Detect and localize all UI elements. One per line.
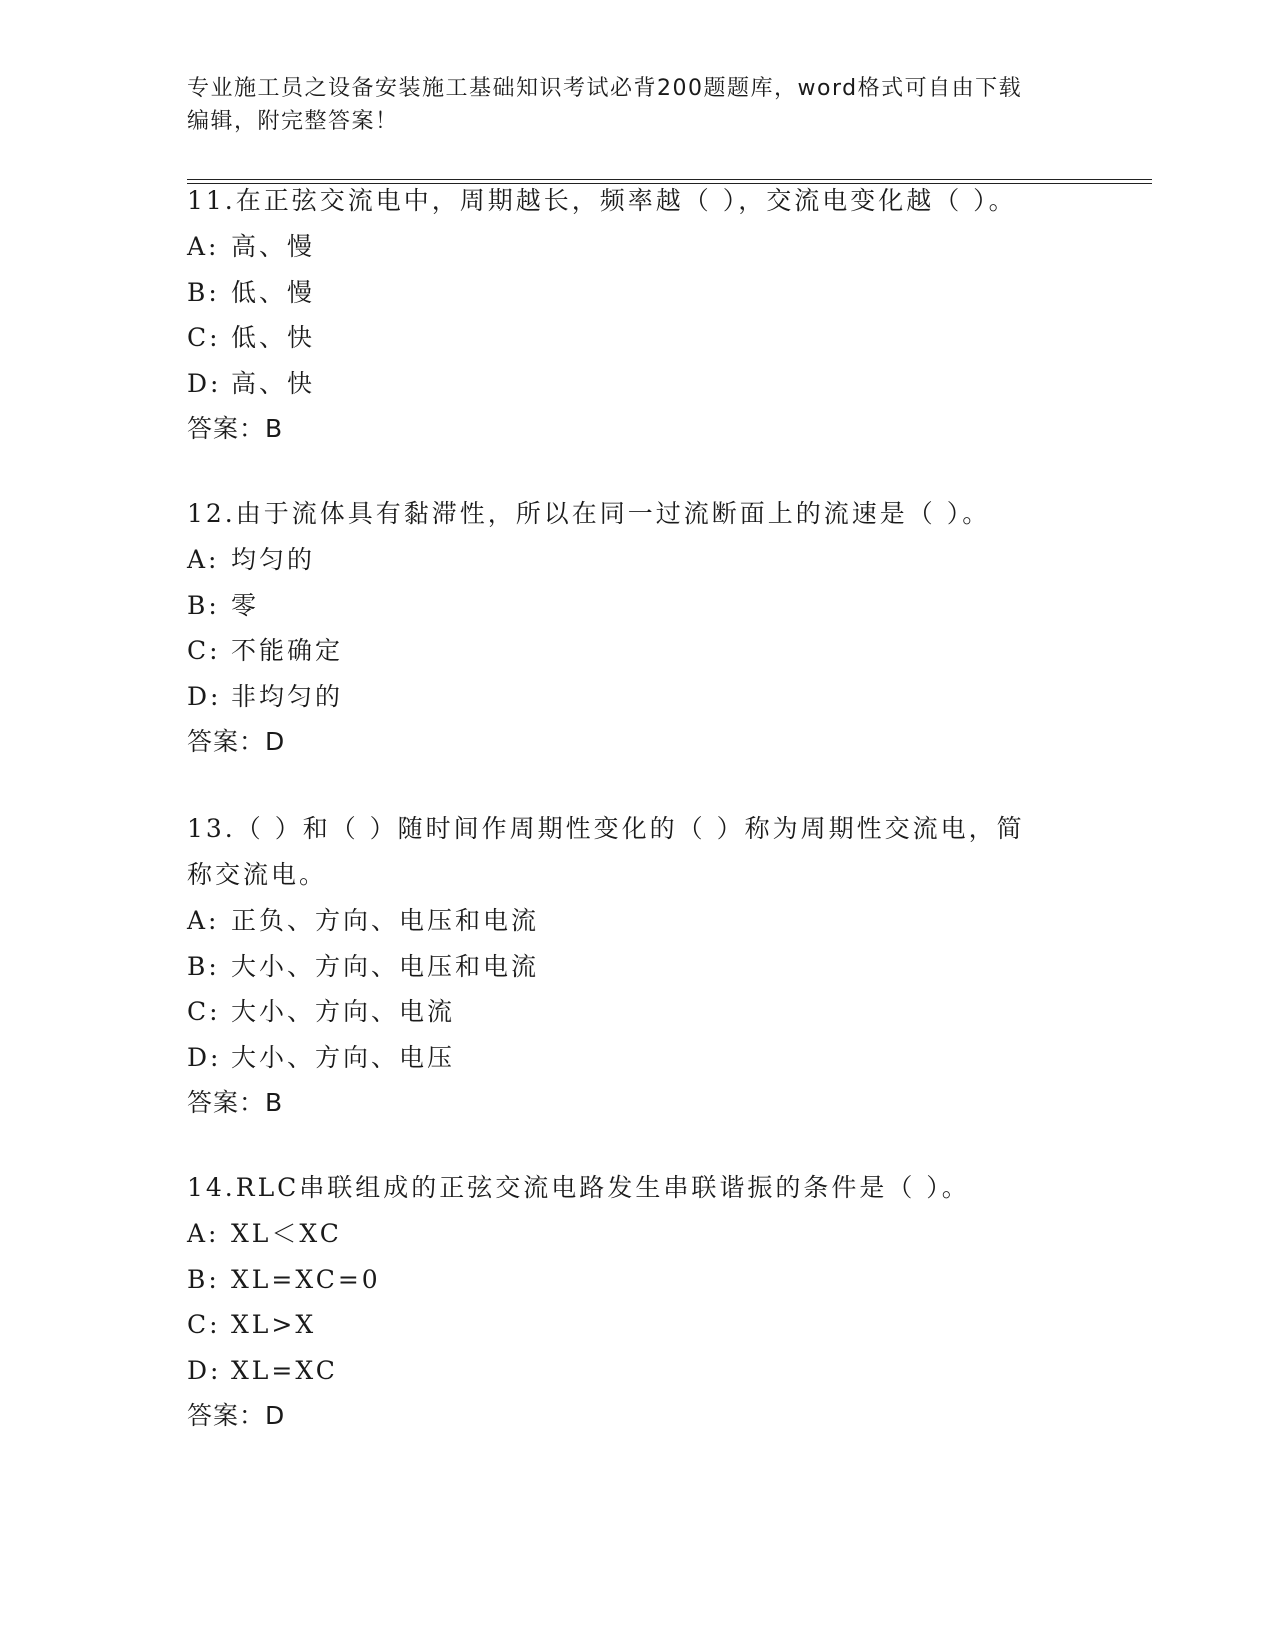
option-key: D: (187, 1042, 222, 1072)
option-d (187, 1348, 1067, 1394)
header-title-line-2: 编辑，附完整答案！ (187, 109, 399, 134)
option-b (187, 944, 1067, 990)
option-text: 高、快 (231, 368, 316, 398)
option-key: B: (187, 277, 220, 307)
option-text: 均匀的 (231, 545, 316, 574)
answer-line: 答案：D (187, 1401, 286, 1430)
option-text: 正负、方向、电压和电流 (231, 906, 540, 935)
option-b (187, 583, 1067, 629)
option-key: B: (187, 590, 220, 620)
question-stem-continued: 称交流电。 (187, 860, 328, 889)
question-stem: 12.由于流体具有黏滞性，所以在同一过流断面上的流速是（ ）。 (187, 499, 991, 528)
option-key: C: (187, 1310, 221, 1339)
option-text: 大小、方向、电流 (231, 997, 456, 1026)
option-key: D: (187, 368, 222, 398)
option-a (187, 898, 1067, 944)
document-header (187, 72, 1067, 138)
option-key: A: (187, 545, 220, 574)
option-key: C: (187, 323, 221, 352)
answer-line: 答案：D (187, 727, 286, 756)
question-stem: 13.（ ）和（ ）随时间作周期性变化的（ ）称为周期性交流电，简 (187, 814, 1025, 843)
question-stem: 11.在正弦交流电中，周期越长，频率越（ ），交流电变化越（ ）。 (187, 186, 1017, 215)
answer-line: 答案：B (187, 414, 284, 443)
option-key: B: (187, 1264, 220, 1294)
option-key: A: (187, 232, 220, 261)
option-text: 高、慢 (231, 232, 316, 261)
option-text: 大小、方向、电压和电流 (231, 951, 540, 981)
option-key: A: (187, 906, 220, 935)
option-text: XL＜XC (231, 1219, 342, 1248)
option-text: 低、慢 (231, 277, 316, 307)
question-11 (187, 178, 1067, 452)
question-14 (187, 1165, 1067, 1439)
option-text: XL>X (231, 1310, 317, 1339)
option-key: C: (187, 997, 221, 1026)
option-c (187, 628, 1067, 674)
option-text: XL=XC (231, 1355, 338, 1385)
option-b (187, 270, 1067, 316)
header-title-line-1: 专业施工员之设备安装施工基础知识考试必背200题题库，word格式可自由下载 (187, 76, 1023, 101)
option-key: D: (187, 1355, 222, 1385)
question-stem: 14.RLC串联组成的正弦交流电路发生串联谐振的条件是（ ）。 (187, 1173, 970, 1202)
option-text: 不能确定 (231, 636, 344, 665)
question-13 (187, 806, 1067, 1126)
answer-line: 答案：B (187, 1088, 284, 1117)
option-b (187, 1257, 1067, 1303)
option-a (187, 1211, 1067, 1257)
option-a (187, 537, 1067, 583)
option-key: B: (187, 951, 220, 981)
option-d (187, 674, 1067, 720)
option-c (187, 1302, 1067, 1348)
option-key: A: (187, 1219, 220, 1248)
option-key: D: (187, 681, 222, 711)
option-c (187, 315, 1067, 361)
option-text: 非均匀的 (231, 681, 344, 711)
option-text: XL=XC=0 (231, 1264, 381, 1294)
option-text: 低、快 (231, 323, 316, 352)
option-a (187, 224, 1067, 270)
option-text: 大小、方向、电压 (231, 1042, 456, 1072)
question-12 (187, 491, 1067, 765)
option-c (187, 989, 1067, 1035)
option-d (187, 361, 1067, 407)
option-text: 零 (231, 590, 260, 620)
option-key: C: (187, 636, 221, 665)
option-d (187, 1035, 1067, 1081)
